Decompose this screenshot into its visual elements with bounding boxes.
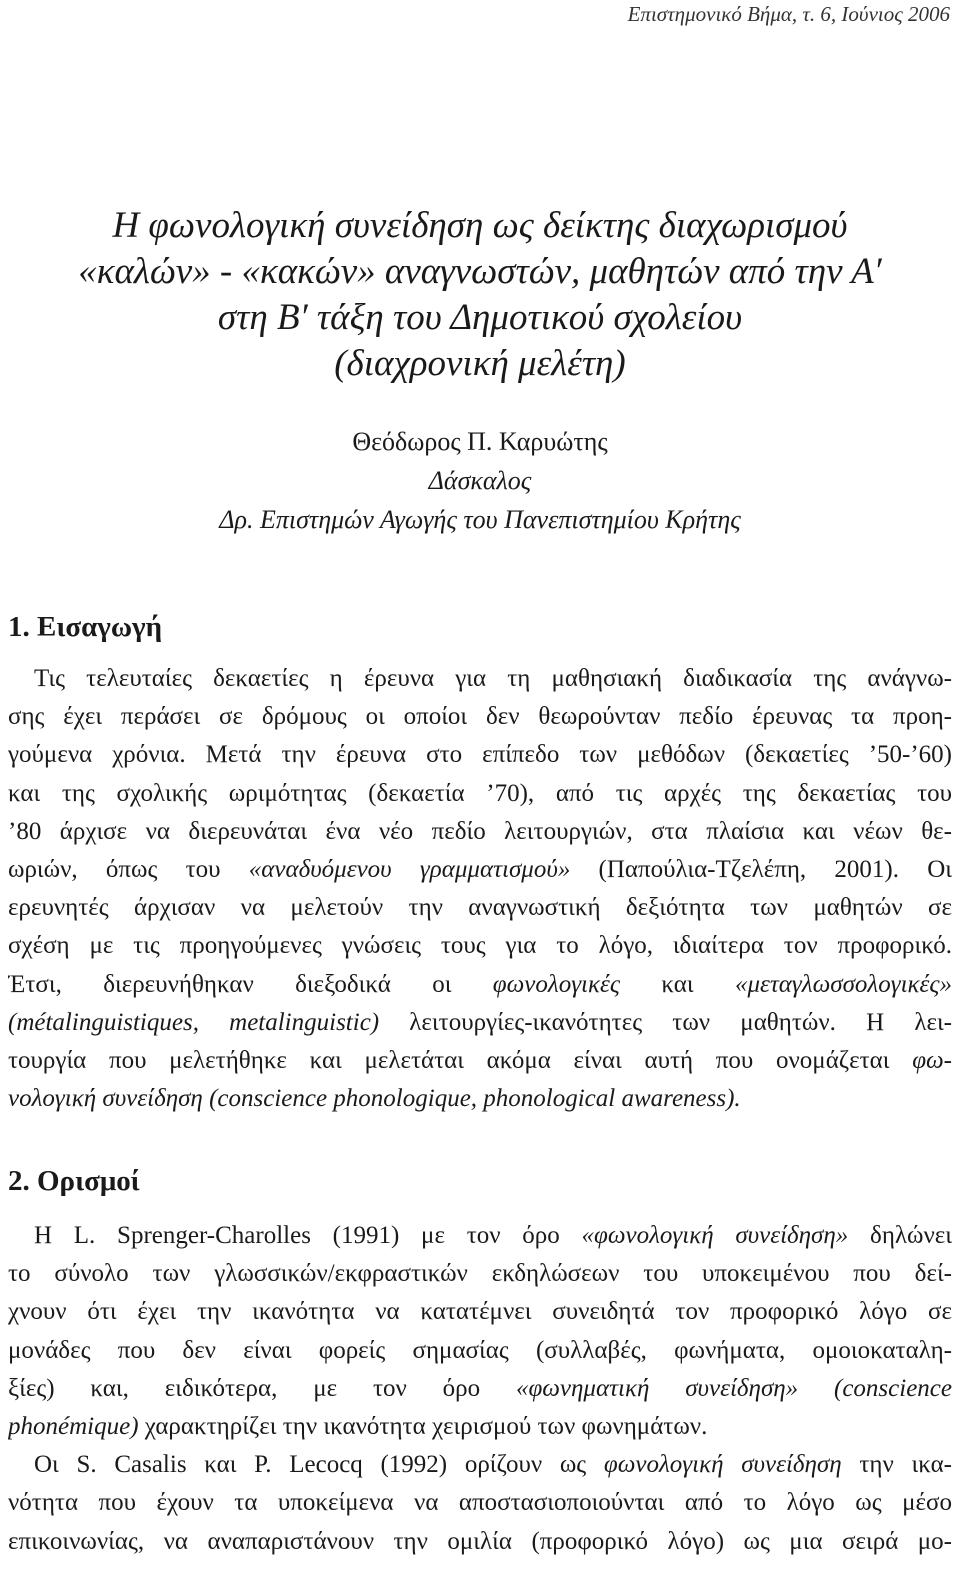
italic-term: φωνολογική συνείδηση bbox=[603, 1451, 842, 1479]
text-line bbox=[8, 889, 952, 927]
italic-term: νολογική συνείδηση (conscience phonologique, phonological awareness). bbox=[8, 1085, 741, 1113]
text-span: επικοινωνίας, να αναπαριστάνουν την ομιλία (προφορικό λόγο) ως μια σειρά μο- bbox=[8, 1527, 952, 1555]
italic-term: phonémique) bbox=[8, 1412, 139, 1440]
text-line bbox=[8, 1446, 952, 1484]
text-line bbox=[8, 1332, 952, 1370]
text-line bbox=[8, 1004, 952, 1042]
text-span: λειτουργίες-ικανότητες των μαθητών. Η λει- bbox=[379, 1008, 952, 1036]
text-line bbox=[8, 851, 952, 889]
text-line bbox=[8, 1255, 952, 1293]
text-line bbox=[8, 1408, 952, 1446]
text-span: ερευνητές άρχισαν να μελετούν την αναγνωστική δεξιότητα των μαθητών σε bbox=[8, 894, 952, 922]
italic-term: φω- bbox=[912, 1046, 952, 1074]
italic-term: «φωνηματική συνείδηση» (conscience bbox=[515, 1374, 952, 1402]
text-line bbox=[8, 1370, 952, 1408]
text-span: δηλώνει bbox=[848, 1222, 952, 1249]
text-span: νότητα που έχουν τα υποκείμενα να αποστασιοποιούνται από το λόγο ως μέσο bbox=[8, 1489, 952, 1517]
text-line bbox=[8, 1042, 952, 1080]
author-name: Θεόδωρος Π. Καρυώτης bbox=[352, 427, 608, 456]
text-line bbox=[8, 1217, 952, 1255]
title-line: (διαχρονική μελέτη) bbox=[334, 343, 626, 384]
title-line: στη Β′ τάξη του Δημοτικού σχολείου bbox=[217, 297, 743, 338]
author-role: Δάσκαλος bbox=[428, 466, 532, 495]
text-line bbox=[8, 1080, 952, 1118]
text-line bbox=[8, 1484, 952, 1522]
text-span: Οι S. Casalis και P. Lecocq (1992) ορίζουν ως bbox=[34, 1451, 604, 1479]
author-affiliation: Δρ. Επιστημών Αγωγής του Πανεπιστημίου Κρήτης bbox=[219, 505, 741, 534]
text-line bbox=[8, 660, 952, 698]
text-span: την ικα- bbox=[841, 1451, 952, 1479]
italic-term: φωνολογικές bbox=[492, 970, 620, 998]
section-heading-introduction: 1. Εισαγωγή bbox=[8, 611, 163, 643]
text-span: και της σχολικής ωριμότητας (δεκαετία ’70), από τις αρχές της δεκαετίας του bbox=[8, 779, 952, 807]
title-line: «καλών» - «κακών» αναγνωστών, μαθητών από την Α′ bbox=[78, 251, 882, 292]
text-line bbox=[8, 966, 952, 1004]
text-span: Η L. Sprenger-Charolles (1991) με τον όρο bbox=[34, 1222, 582, 1249]
text-span: ξίες) και, ειδικότερα, με τον όρο bbox=[8, 1374, 516, 1402]
section-heading-definitions: 2. Ορισμοί bbox=[8, 1165, 140, 1197]
text-span: σχέση με τις προηγούμενες γνώσεις τους για το λόγο, ιδιαίτερα τον προφορικό. bbox=[8, 932, 952, 960]
text-span: χαρακτηρίζει την ικανότητα χειρισμού των φωνημάτων. bbox=[138, 1412, 708, 1440]
text-span: τουργία που μελετήθηκε και μελετάται ακόμα είναι αυτή που ονομάζεται bbox=[8, 1046, 913, 1074]
text-span: μονάδες που δεν είναι φορείς σημασίας (συλλαβές, φωνήματα, ομοιοκαταλη- bbox=[8, 1336, 952, 1364]
definitions-body bbox=[8, 1217, 952, 1561]
text-span: Τις τελευταίες δεκαετίες η έρευνα για τη μαθησιακή διαδικασία της ανάγνω- bbox=[34, 665, 952, 692]
text-span: ’80 άρχισε να διερευνάται ένα νέο πεδίο λειτουργιών, στα πλαίσια και νέων θε- bbox=[8, 817, 952, 845]
text-span: σης έχει περάσει σε δρόμους οι οποίοι δεν θεωρούνταν πεδίο έρευνας τα προη- bbox=[8, 703, 952, 731]
journal-header: Επιστημονικό Βήμα, τ. 6, Ιούνιος 2006 bbox=[627, 2, 950, 26]
text-line bbox=[8, 1293, 952, 1331]
text-span: το σύνολο των γλωσσικών/εκφραστικών εκδηλώσεων του υποκειμένου που δεί- bbox=[8, 1260, 952, 1288]
text-span: ωριών, όπως του bbox=[8, 855, 249, 883]
text-line bbox=[8, 813, 952, 851]
italic-term: «φωνολογική συνείδηση» bbox=[581, 1222, 849, 1249]
text-line bbox=[8, 1523, 952, 1561]
text-span: χνουν ότι έχει την ικανότητα να κατατέμνει συνειδητά τον προφορικό λόγο σε bbox=[8, 1298, 952, 1326]
italic-term: «αναδυόμενου γραμματισμού» bbox=[248, 855, 571, 883]
text-line bbox=[8, 698, 952, 736]
text-span: γούμενα χρόνια. Μετά την έρευνα στο επίπεδο των μεθόδων (δεκαετίες ’50-’60) bbox=[8, 741, 952, 769]
italic-term: (métalinguistiques, metalinguistic) bbox=[8, 1008, 380, 1036]
text-span: (Παπούλια-Τζελέπη, 2001). Οι bbox=[570, 855, 952, 883]
italic-term: «μεταγλωσσολογικές» bbox=[734, 970, 952, 998]
title-line: Η φωνολογική συνείδηση ως δείκτης διαχωρισμού bbox=[112, 205, 848, 246]
text-line bbox=[8, 736, 952, 774]
text-line bbox=[8, 927, 952, 965]
text-span: και bbox=[620, 970, 735, 998]
introduction-body bbox=[8, 660, 952, 1118]
article-title bbox=[0, 203, 960, 387]
text-span: Έτσι, διερευνήθηκαν διεξοδικά οι bbox=[8, 970, 493, 998]
author-block bbox=[0, 422, 960, 539]
text-line bbox=[8, 775, 952, 813]
